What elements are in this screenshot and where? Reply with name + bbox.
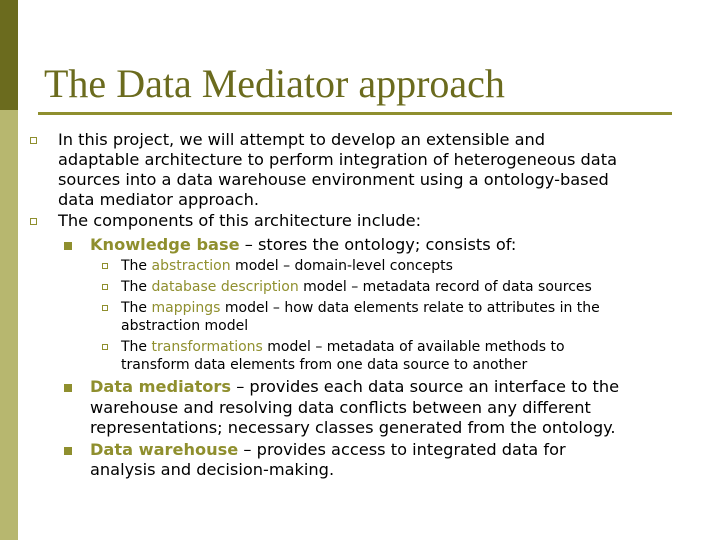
model-transformations: The transformations model – metadata of available methods to — [121, 339, 565, 355]
hollow-square-bullet-icon — [30, 218, 37, 225]
hollow-square-bullet-icon — [102, 284, 108, 290]
model-term-transformations: transformations — [151, 339, 263, 355]
model-transformations-cont: transform data elements from one data source to another — [121, 357, 528, 373]
model-database-description: The database description model – metadata record of data sources — [121, 279, 592, 295]
model-term-database-description: database description — [151, 279, 299, 295]
hollow-square-bullet-icon — [102, 344, 108, 350]
bullet-intro-line-1: In this project, we will attempt to develop an extensible and — [58, 130, 546, 149]
model-term-abstraction: abstraction — [151, 258, 231, 274]
solid-square-bullet-icon — [64, 447, 72, 455]
knowledge-base-desc: – stores the ontology; consists of: — [239, 235, 517, 254]
model-mappings-cont: abstraction model — [121, 318, 249, 334]
data-mediators-item: Data mediators – provides each data source an interface to the — [90, 377, 620, 396]
hollow-square-bullet-icon — [102, 263, 108, 269]
model-mappings: The mappings model – how data elements relate to attributes in the — [121, 300, 600, 316]
data-warehouse-item: Data warehouse – provides access to integrated data for — [90, 440, 566, 459]
bullet-intro-line-3: sources into a data warehouse environment using a ontology-based — [58, 170, 609, 189]
data-mediators-term: Data mediators — [90, 377, 232, 396]
solid-square-bullet-icon — [64, 242, 72, 250]
bullet-components: The components of this architecture include: — [58, 211, 422, 230]
knowledge-base-item — [90, 235, 516, 256]
data-warehouse-line-2: analysis and decision-making. — [90, 460, 335, 479]
solid-square-bullet-icon — [64, 384, 72, 392]
title-underline — [38, 112, 672, 115]
bullet-intro-line-2: adaptable architecture to perform integration of heterogeneous data — [58, 150, 617, 169]
left-decorative-bar-top — [0, 0, 18, 110]
slide-title: The Data Mediator approach — [44, 61, 505, 106]
model-abstraction: The abstraction model – domain-level concepts — [121, 258, 453, 274]
data-mediators-line-2: warehouse and resolving data conflicts between any different — [90, 398, 591, 417]
data-warehouse-term: Data warehouse — [90, 440, 239, 459]
hollow-square-bullet-icon — [102, 305, 108, 311]
hollow-square-bullet-icon — [30, 137, 37, 144]
knowledge-base-term: Knowledge base — [90, 235, 240, 254]
data-mediators-line-3: representations; necessary classes generated from the ontology. — [90, 418, 616, 437]
model-term-mappings: mappings — [151, 300, 221, 316]
bullet-intro-line-4: data mediator approach. — [58, 190, 259, 209]
